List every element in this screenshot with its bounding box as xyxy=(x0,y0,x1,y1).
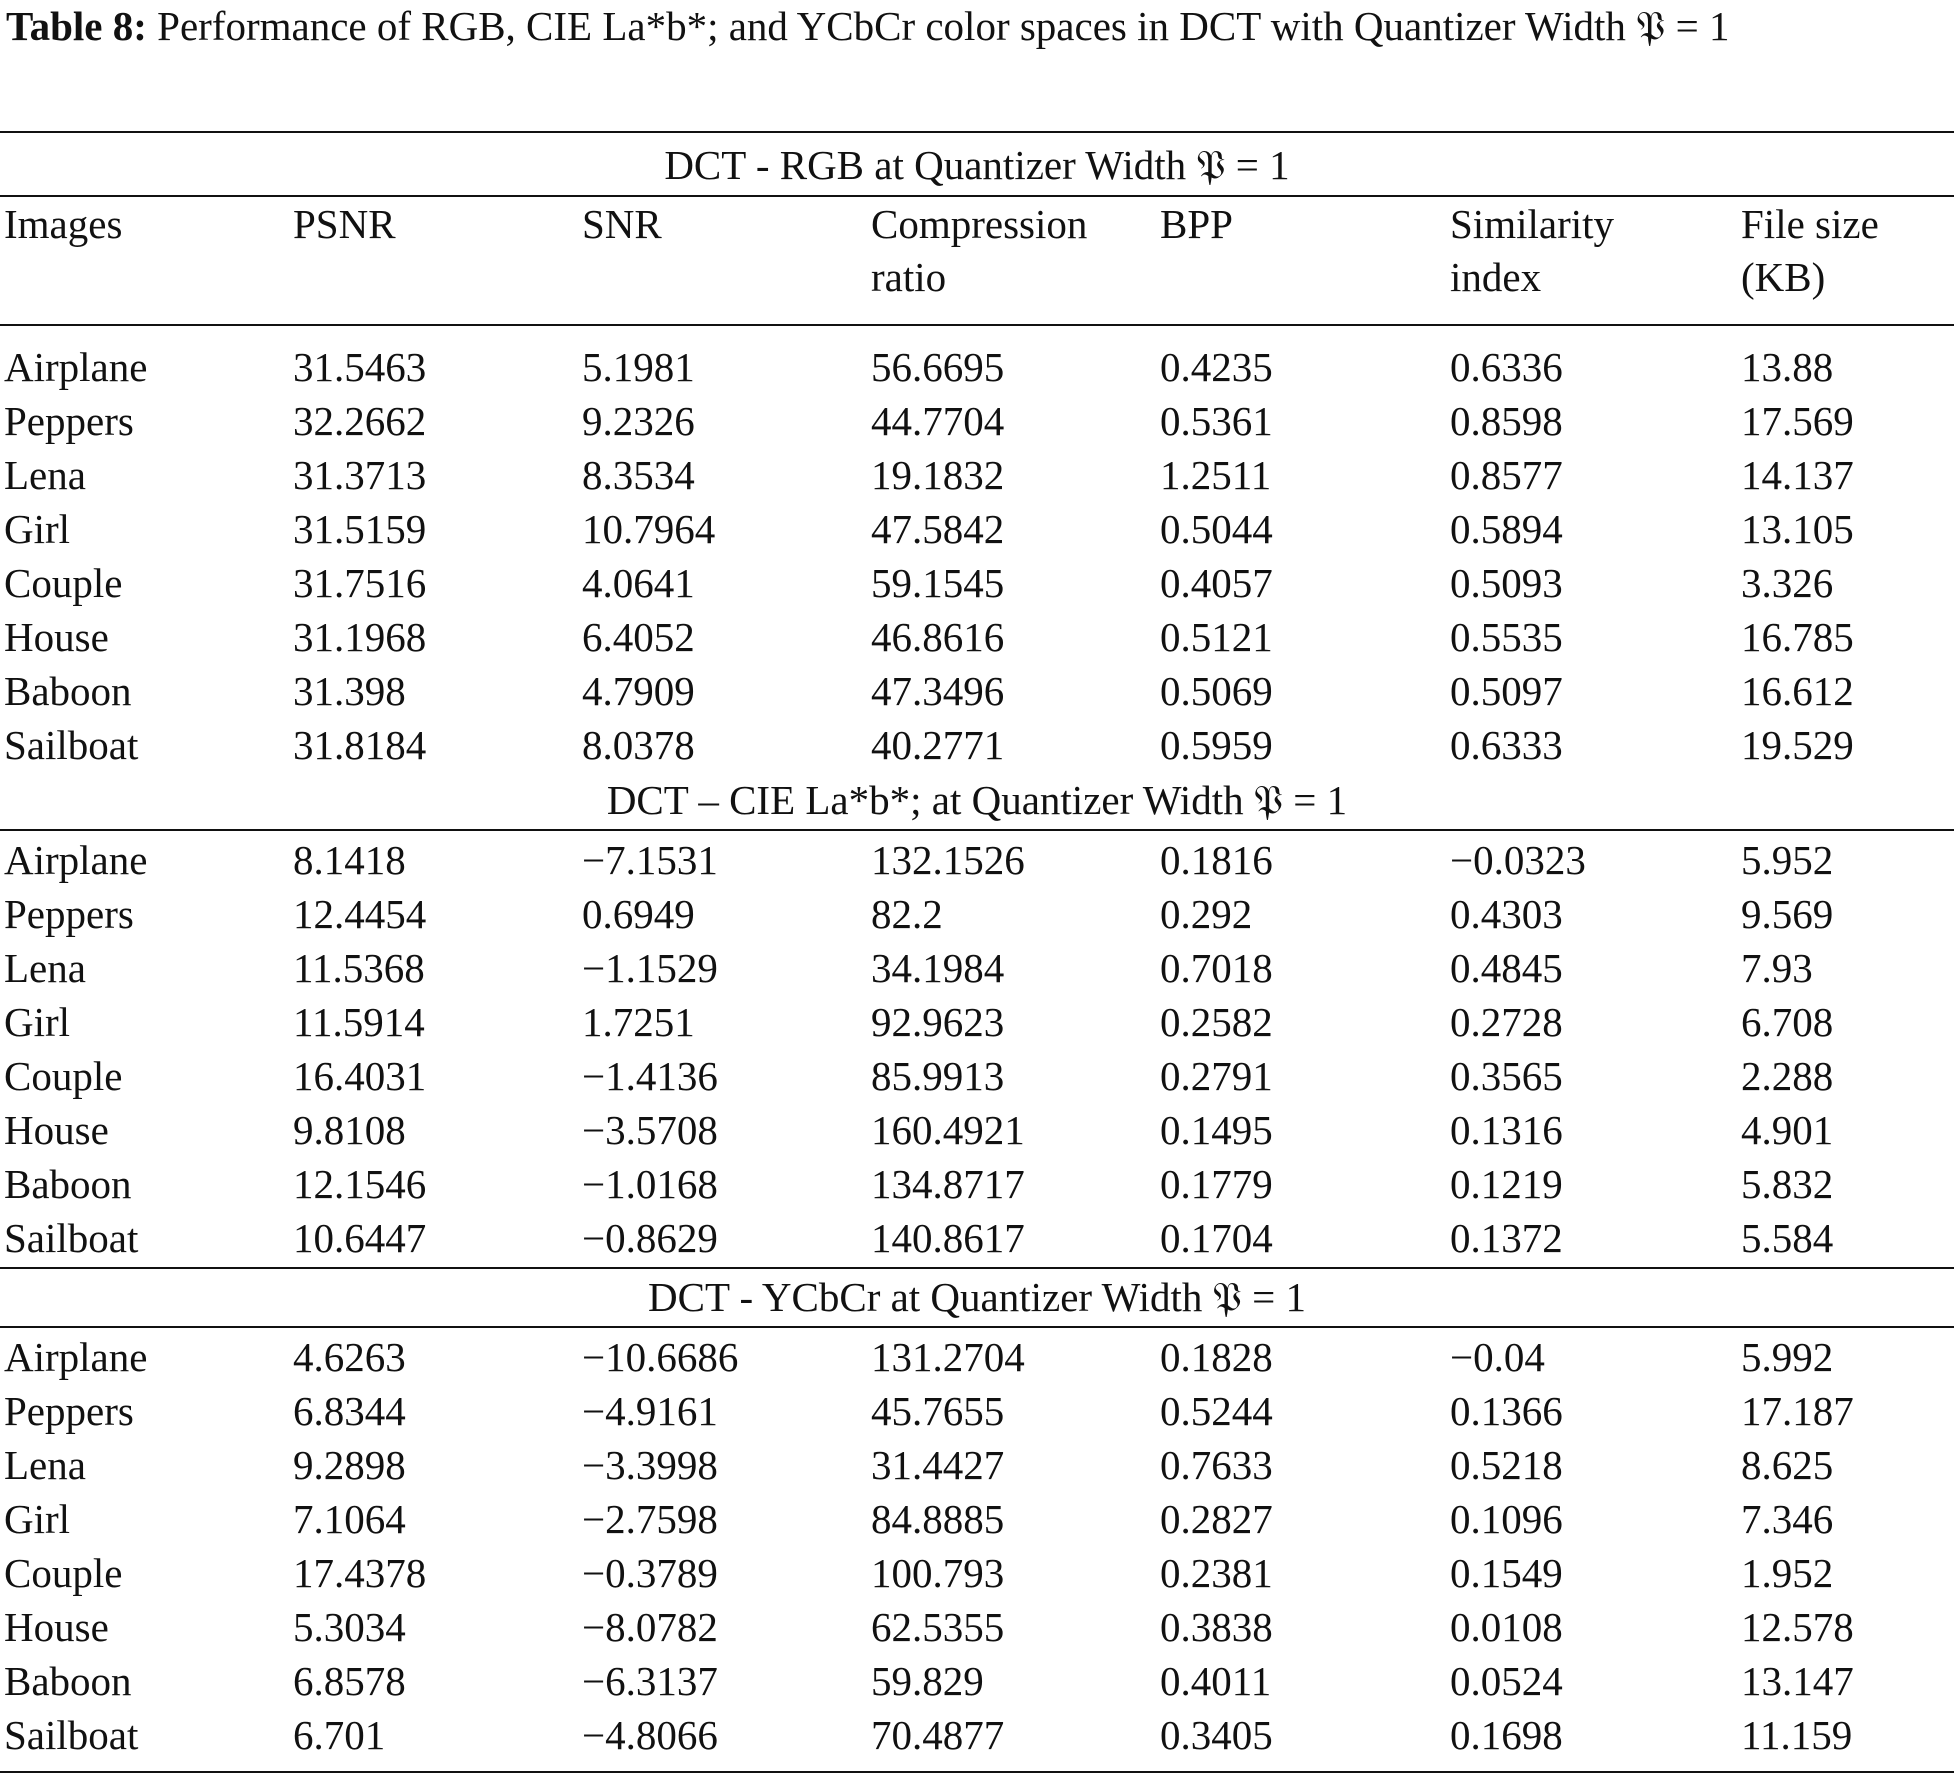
cell-file-size: 16.612 xyxy=(1741,668,1854,714)
cell-file-size: 5.832 xyxy=(1741,1161,1834,1207)
cell-similarity-index: 0.2728 xyxy=(1450,999,1563,1045)
cell-similarity-index: 0.5093 xyxy=(1450,560,1563,606)
cell-snr: −8.0782 xyxy=(582,1604,718,1650)
cell-file-size: 5.992 xyxy=(1741,1334,1834,1380)
cell-file-size: 14.137 xyxy=(1741,452,1854,498)
table-row xyxy=(0,1600,1954,1654)
cell-bpp: 0.292 xyxy=(1160,891,1253,937)
cell-psnr: 31.7516 xyxy=(293,560,427,606)
cell-snr: −1.0168 xyxy=(582,1161,718,1207)
cell-file-size: 13.88 xyxy=(1741,344,1834,390)
cell-image: House xyxy=(4,614,109,660)
cell-compression-ratio: 31.4427 xyxy=(871,1442,1005,1488)
cell-bpp: 0.4011 xyxy=(1160,1658,1272,1704)
cell-file-size: 4.901 xyxy=(1741,1107,1834,1153)
cell-bpp: 0.5959 xyxy=(1160,722,1273,768)
cell-image: Sailboat xyxy=(4,722,139,768)
cell-psnr: 31.398 xyxy=(293,668,406,714)
cell-file-size: 17.187 xyxy=(1741,1388,1854,1434)
table-row xyxy=(0,995,1954,1049)
table-row xyxy=(0,1708,1954,1762)
cell-image: Lena xyxy=(4,945,86,991)
cell-compression-ratio: 34.1984 xyxy=(871,945,1005,991)
cell-psnr: 16.4031 xyxy=(293,1053,427,1099)
cell-similarity-index: 0.8577 xyxy=(1450,452,1563,498)
table-row xyxy=(0,610,1954,664)
column-header-images: Images xyxy=(4,201,123,247)
cell-image: Baboon xyxy=(4,1658,132,1704)
cell-file-size: 5.584 xyxy=(1741,1215,1834,1261)
cell-snr: 9.2326 xyxy=(582,398,695,444)
cell-snr: −4.9161 xyxy=(582,1388,718,1434)
cell-psnr: 11.5368 xyxy=(293,945,425,991)
cell-image: Sailboat xyxy=(4,1712,139,1758)
cell-similarity-index: 0.0108 xyxy=(1450,1604,1563,1650)
table-caption-label: Table 8: xyxy=(6,3,147,49)
cell-similarity-index: −0.0323 xyxy=(1450,837,1586,883)
cell-bpp: 0.1704 xyxy=(1160,1215,1273,1261)
table-row xyxy=(0,556,1954,610)
cell-similarity-index: 0.5097 xyxy=(1450,668,1563,714)
table-row xyxy=(0,502,1954,556)
cell-similarity-index: 0.0524 xyxy=(1450,1658,1563,1704)
cell-similarity-index: 0.1096 xyxy=(1450,1496,1563,1542)
cell-similarity-index: 0.1372 xyxy=(1450,1215,1563,1261)
cell-psnr: 12.1546 xyxy=(293,1161,427,1207)
cell-compression-ratio: 82.2 xyxy=(871,891,943,937)
cell-file-size: 11.159 xyxy=(1741,1712,1853,1758)
cell-snr: −10.6686 xyxy=(582,1334,739,1380)
section-rule-cielab xyxy=(0,829,1954,831)
cell-bpp: 0.7633 xyxy=(1160,1442,1273,1488)
column-header-row xyxy=(0,198,1954,318)
cell-psnr: 32.2662 xyxy=(293,398,427,444)
table-row xyxy=(0,1492,1954,1546)
cell-bpp: 0.1779 xyxy=(1160,1161,1273,1207)
cell-bpp: 0.5244 xyxy=(1160,1388,1273,1434)
cell-file-size: 2.288 xyxy=(1741,1053,1834,1099)
cell-bpp: 1.2511 xyxy=(1160,452,1272,498)
cell-bpp: 0.1828 xyxy=(1160,1334,1273,1380)
cell-file-size: 5.952 xyxy=(1741,837,1834,883)
cell-psnr: 8.1418 xyxy=(293,837,406,883)
cell-file-size: 3.326 xyxy=(1741,560,1834,606)
table-row xyxy=(0,1049,1954,1103)
cell-bpp: 0.5044 xyxy=(1160,506,1273,552)
table-caption-text: Performance of RGB, CIE La*b*; and YCbCr color spaces in DCT with Quantizer Width 𝔓 = 1 xyxy=(157,3,1730,49)
cell-image: House xyxy=(4,1107,109,1153)
table-row xyxy=(0,1384,1954,1438)
table-row xyxy=(0,941,1954,995)
cell-compression-ratio: 56.6695 xyxy=(871,344,1005,390)
cell-file-size: 7.93 xyxy=(1741,945,1813,991)
cell-bpp: 0.2582 xyxy=(1160,999,1273,1045)
cell-similarity-index: 0.1549 xyxy=(1450,1550,1563,1596)
cell-compression-ratio: 62.5355 xyxy=(871,1604,1005,1650)
cell-snr: −3.5708 xyxy=(582,1107,718,1153)
cell-bpp: 0.2791 xyxy=(1160,1053,1273,1099)
cell-image: Couple xyxy=(4,1053,123,1099)
cell-image: Sailboat xyxy=(4,1215,139,1261)
cell-psnr: 7.1064 xyxy=(293,1496,406,1542)
table-row xyxy=(0,1211,1954,1265)
cell-psnr: 10.6447 xyxy=(293,1215,427,1261)
cell-bpp: 0.1816 xyxy=(1160,837,1273,883)
cell-psnr: 31.8184 xyxy=(293,722,427,768)
cell-snr: −1.4136 xyxy=(582,1053,718,1099)
table-row xyxy=(0,1330,1954,1384)
cell-compression-ratio: 92.9623 xyxy=(871,999,1005,1045)
cell-similarity-index: 0.5894 xyxy=(1450,506,1563,552)
cell-bpp: 0.5361 xyxy=(1160,398,1273,444)
cell-compression-ratio: 59.1545 xyxy=(871,560,1005,606)
cell-file-size: 1.952 xyxy=(1741,1550,1834,1596)
cell-snr: −0.3789 xyxy=(582,1550,718,1596)
cell-image: Airplane xyxy=(4,1334,148,1380)
column-header-snr: SNR xyxy=(582,201,662,247)
table-row xyxy=(0,448,1954,502)
cell-compression-ratio: 44.7704 xyxy=(871,398,1005,444)
cell-snr: 0.6949 xyxy=(582,891,695,937)
cell-snr: 4.0641 xyxy=(582,560,695,606)
cell-image: House xyxy=(4,1604,109,1650)
cell-psnr: 31.3713 xyxy=(293,452,427,498)
cell-snr: 10.7964 xyxy=(582,506,716,552)
cell-snr: −7.1531 xyxy=(582,837,718,883)
section-title-rgb: DCT - RGB at Quantizer Width 𝔓 = 1 xyxy=(664,142,1290,188)
cell-compression-ratio: 59.829 xyxy=(871,1658,984,1704)
cell-image: Lena xyxy=(4,452,86,498)
cell-compression-ratio: 46.8616 xyxy=(871,614,1005,660)
table-row xyxy=(0,394,1954,448)
cell-file-size: 19.529 xyxy=(1741,722,1854,768)
cell-compression-ratio: 40.2771 xyxy=(871,722,1005,768)
table-row xyxy=(0,664,1954,718)
cell-compression-ratio: 140.8617 xyxy=(871,1215,1025,1261)
cell-snr: 6.4052 xyxy=(582,614,695,660)
table-row xyxy=(0,1546,1954,1600)
cell-bpp: 0.3838 xyxy=(1160,1604,1273,1650)
cell-snr: −4.8066 xyxy=(582,1712,718,1758)
cell-psnr: 6.8344 xyxy=(293,1388,406,1434)
cell-compression-ratio: 160.4921 xyxy=(871,1107,1025,1153)
cell-compression-ratio: 47.3496 xyxy=(871,668,1005,714)
cell-snr: 1.7251 xyxy=(582,999,695,1045)
cell-psnr: 6.701 xyxy=(293,1712,386,1758)
cell-psnr: 31.5463 xyxy=(293,344,427,390)
cell-image: Couple xyxy=(4,560,123,606)
cell-psnr: 31.1968 xyxy=(293,614,427,660)
cell-file-size: 13.147 xyxy=(1741,1658,1854,1704)
cell-bpp: 0.5069 xyxy=(1160,668,1273,714)
cell-snr: −0.8629 xyxy=(582,1215,718,1261)
cell-compression-ratio: 84.8885 xyxy=(871,1496,1005,1542)
cell-psnr: 17.4378 xyxy=(293,1550,427,1596)
cell-bpp: 0.3405 xyxy=(1160,1712,1273,1758)
table-row xyxy=(0,887,1954,941)
section-title-cielab: DCT – CIE La*b*; at Quantizer Width 𝔓 = 1 xyxy=(606,777,1348,823)
cell-psnr: 11.5914 xyxy=(293,999,425,1045)
cell-snr: 4.7909 xyxy=(582,668,695,714)
cell-snr: 5.1981 xyxy=(582,344,695,390)
column-header-bpp: BPP xyxy=(1160,201,1233,247)
cell-similarity-index: 0.1698 xyxy=(1450,1712,1563,1758)
cell-file-size: 8.625 xyxy=(1741,1442,1834,1488)
column-header-psnr: PSNR xyxy=(293,201,396,247)
cell-snr: −2.7598 xyxy=(582,1496,718,1542)
cell-similarity-index: 0.6333 xyxy=(1450,722,1563,768)
cell-image: Girl xyxy=(4,1496,71,1542)
cell-bpp: 0.1495 xyxy=(1160,1107,1273,1153)
cell-compression-ratio: 134.8717 xyxy=(871,1161,1025,1207)
cell-similarity-index: 0.3565 xyxy=(1450,1053,1563,1099)
cell-similarity-index: 0.5218 xyxy=(1450,1442,1563,1488)
section-rule-ycbcr xyxy=(0,1326,1954,1328)
column-header-similarity-index: Similarity index xyxy=(1450,201,1614,300)
cell-snr: −6.3137 xyxy=(582,1658,718,1704)
cell-image: Girl xyxy=(4,506,71,552)
cell-similarity-index: 0.1366 xyxy=(1450,1388,1563,1434)
cell-image: Peppers xyxy=(4,891,134,937)
cell-snr: −1.1529 xyxy=(582,945,718,991)
cell-file-size: 13.105 xyxy=(1741,506,1854,552)
cell-image: Couple xyxy=(4,1550,123,1596)
cell-psnr: 5.3034 xyxy=(293,1604,406,1650)
cell-similarity-index: 0.1316 xyxy=(1450,1107,1563,1153)
cell-similarity-index: −0.04 xyxy=(1450,1334,1545,1380)
cell-bpp: 0.4235 xyxy=(1160,344,1273,390)
cell-snr: 8.0378 xyxy=(582,722,695,768)
table-row xyxy=(0,1654,1954,1708)
cell-compression-ratio: 132.1526 xyxy=(871,837,1025,883)
cell-psnr: 31.5159 xyxy=(293,506,427,552)
cell-compression-ratio: 131.2704 xyxy=(871,1334,1025,1380)
table-bottom-rule xyxy=(0,1771,1954,1773)
cell-file-size: 16.785 xyxy=(1741,614,1854,660)
cell-similarity-index: 0.1219 xyxy=(1450,1161,1563,1207)
table-caption xyxy=(6,0,1948,53)
cell-similarity-index: 0.6336 xyxy=(1450,344,1563,390)
cell-bpp: 0.4057 xyxy=(1160,560,1273,606)
cell-compression-ratio: 100.793 xyxy=(871,1550,1005,1596)
cell-compression-ratio: 70.4877 xyxy=(871,1712,1005,1758)
column-header-file-size: File size (KB) xyxy=(1741,201,1879,300)
cell-similarity-index: 0.4845 xyxy=(1450,945,1563,991)
table-row xyxy=(0,1438,1954,1492)
cell-bpp: 0.7018 xyxy=(1160,945,1273,991)
cell-psnr: 4.6263 xyxy=(293,1334,406,1380)
cell-psnr: 9.8108 xyxy=(293,1107,406,1153)
cell-file-size: 9.569 xyxy=(1741,891,1834,937)
cell-snr: 8.3534 xyxy=(582,452,695,498)
cell-image: Peppers xyxy=(4,1388,134,1434)
table-row xyxy=(0,833,1954,887)
section-top-rule-ycbcr xyxy=(0,1267,1954,1269)
table-top-rule xyxy=(0,131,1954,133)
cell-bpp: 0.2827 xyxy=(1160,1496,1273,1542)
cell-psnr: 6.8578 xyxy=(293,1658,406,1704)
cell-image: Lena xyxy=(4,1442,86,1488)
cell-compression-ratio: 19.1832 xyxy=(871,452,1005,498)
column-header-compression-ratio: Compression ratio xyxy=(871,201,1088,300)
cell-similarity-index: 0.5535 xyxy=(1450,614,1563,660)
table-row xyxy=(0,1157,1954,1211)
section-title-ycbcr: DCT - YCbCr at Quantizer Width 𝔓 = 1 xyxy=(648,1274,1306,1320)
cell-psnr: 12.4454 xyxy=(293,891,427,937)
cell-similarity-index: 0.8598 xyxy=(1450,398,1563,444)
cell-image: Baboon xyxy=(4,668,132,714)
header-bottom-rule xyxy=(0,324,1954,326)
cell-bpp: 0.5121 xyxy=(1160,614,1273,660)
table-row xyxy=(0,1103,1954,1157)
table-row xyxy=(0,340,1954,394)
cell-file-size: 6.708 xyxy=(1741,999,1834,1045)
table-row xyxy=(0,718,1954,772)
cell-image: Airplane xyxy=(4,837,148,883)
cell-compression-ratio: 47.5842 xyxy=(871,506,1005,552)
cell-psnr: 9.2898 xyxy=(293,1442,406,1488)
cell-image: Peppers xyxy=(4,398,134,444)
cell-bpp: 0.2381 xyxy=(1160,1550,1273,1596)
cell-file-size: 7.346 xyxy=(1741,1496,1834,1542)
cell-compression-ratio: 45.7655 xyxy=(871,1388,1005,1434)
cell-file-size: 12.578 xyxy=(1741,1604,1854,1650)
cell-similarity-index: 0.4303 xyxy=(1450,891,1563,937)
cell-file-size: 17.569 xyxy=(1741,398,1854,444)
cell-snr: −3.3998 xyxy=(582,1442,718,1488)
cell-image: Girl xyxy=(4,999,71,1045)
section-rule-rgb xyxy=(0,195,1954,197)
cell-image: Airplane xyxy=(4,344,148,390)
cell-compression-ratio: 85.9913 xyxy=(871,1053,1005,1099)
cell-image: Baboon xyxy=(4,1161,132,1207)
